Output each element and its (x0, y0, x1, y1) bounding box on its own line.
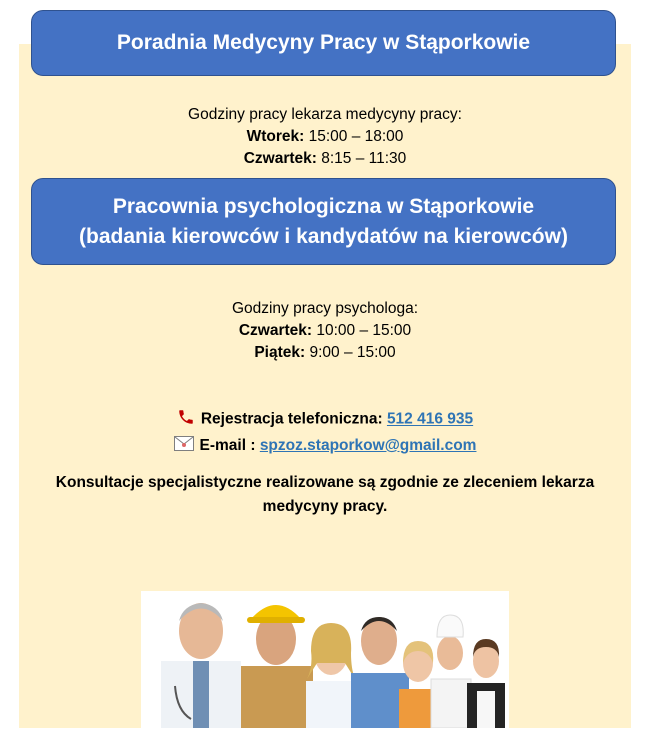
phone-icon (177, 408, 195, 431)
email-label: E-mail : (199, 437, 256, 455)
clinic-title: Poradnia Medycyny Pracy w Stąporkowie (116, 31, 531, 54)
psychologist-hours-row: Piątek: 9:00 – 15:00 (254, 344, 396, 361)
consultation-note: Konsultacje specjalistyczne realizowane są zgodnie ze zleceniem lekarza medycyny pracy. (55, 474, 595, 515)
phone-line (19, 408, 631, 431)
envelope-icon (174, 436, 194, 456)
doctor-hours (19, 104, 631, 170)
psychologist-hours-row: Czwartek: 10:00 – 15:00 (238, 322, 412, 339)
psychology-title: Pracownia psychologiczna w Stąporkowie (112, 194, 535, 218)
psychologist-hours (19, 298, 631, 364)
email-line (19, 436, 631, 456)
doctor-hours-row: Wtorek: 15:00 – 18:00 (246, 128, 404, 145)
phone-label: Rejestracja telefoniczna: (200, 410, 383, 428)
psychologist-hours-heading: Godziny pracy psychologa: (231, 300, 419, 317)
phone-link[interactable]: 512 416 935 (386, 410, 474, 428)
clinic-title-banner (31, 10, 616, 76)
medical-staff-photo (141, 591, 509, 728)
doctor-hours-heading: Godziny pracy lekarza medycyny pracy: (188, 106, 462, 123)
email-link[interactable]: spzoz.staporkow@gmail.com (259, 437, 477, 455)
doctor-hours-row: Czwartek: 8:15 – 11:30 (243, 150, 407, 167)
psychology-title-banner (31, 178, 616, 265)
psychology-subtitle: (badania kierowców i kandydatów na kierowców) (79, 224, 568, 248)
